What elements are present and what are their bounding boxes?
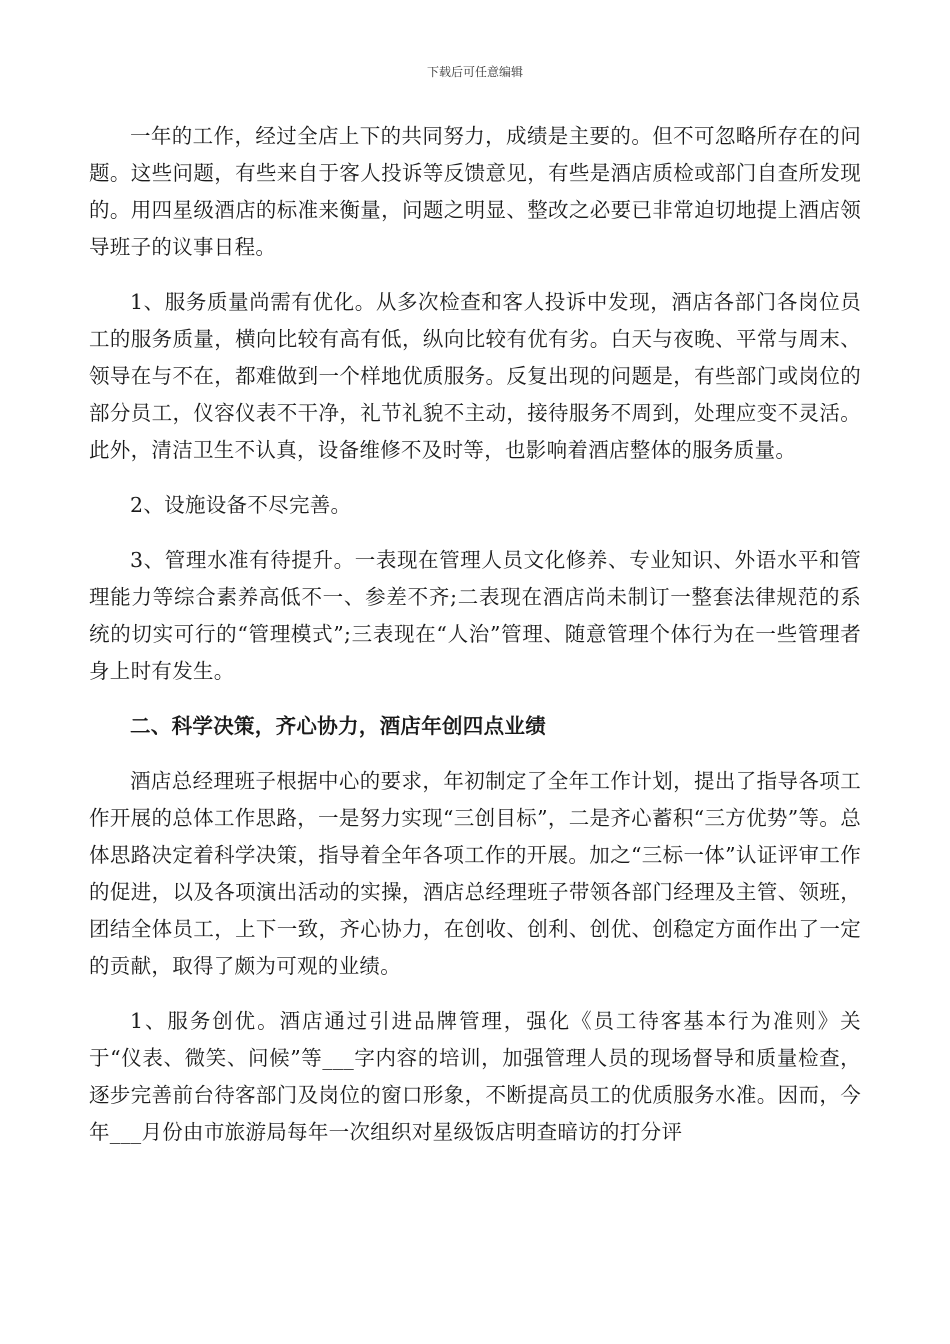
- page-header: 下载后可任意编辑: [426, 65, 523, 79]
- document-body: [89, 118, 861, 1151]
- paragraph-management-level: 3、管理水准有待提升。一表现在管理人员文化修养、专业知识、外语水平和管理能力等综合素养高低不一、参差不齐;二表现在酒店尚未制订一整套法律规范的系统的切实可行的“管理模式”;三表现在“人治”管理、随意管理个体行为在一些管理者身上时有发生。: [89, 548, 861, 683]
- paragraph-decision-making: 酒店总经理班子根据中心的要求，年初制定了全年工作计划，提出了指导各项工作开展的总体工作思路，一是努力实现“三创目标”，二是齐心蓄积“三方优势”等。总体思路决定着科学决策，指导着全年各项工作的开展。加之“三标一体”认证评审工作的促进，以及各项演出活动的实操，酒店总经理班子带领各部门经理及主管、领班，团结全体员工，上下一致，齐心协力，在创收、创利、创优、创稳定方面作出了一定的贡献，取得了颇为可观的业绩。: [89, 769, 861, 978]
- paragraph-intro: 一年的工作，经过全店上下的共同努力，成绩是主要的。但不可忽略所存在的问题。这些问题，有些来自于客人投诉等反馈意见，有些是酒店质检或部门自查所发现的。用四星级酒店的标准来衡量，问题之明显、整改之必要已非常迫切地提上酒店领导班子的议事日程。: [89, 124, 861, 259]
- section-heading: 二、科学决策，齐心协力，酒店年创四点业绩: [130, 714, 546, 738]
- paragraph-service-excellence: 1、服务创优。酒店通过引进品牌管理，强化《员工待客基本行为准则》关于“仪表、微笑、问候”等___字内容的培训，加强管理人员的现场督导和质量检查，逐步完善前台待客部门及岗位的窗口形象，不断提高员工的优质服务水准。因而，今年___月份由市旅游局每年一次组织对星级饭店明查暗访的打分评: [89, 1009, 861, 1144]
- paragraph-facilities: 2、设施设备不尽完善。: [130, 493, 352, 517]
- paragraph-service-quality: 1、服务质量尚需有优化。从多次检查和客人投诉中发现，酒店各部门各岗位员工的服务质量，横向比较有高有低，纵向比较有优有劣。白天与夜晚、平常与周末、领导在与不在，都难做到一个样地优质服务。反复出现的问题是，有些部门或岗位的部分员工，仪容仪表不干净，礼节礼貌不主动，接待服务不周到，处理应变不灵活。此外，清洁卫生不认真，设备维修不及时等，也影响着酒店整体的服务质量。: [89, 290, 861, 462]
